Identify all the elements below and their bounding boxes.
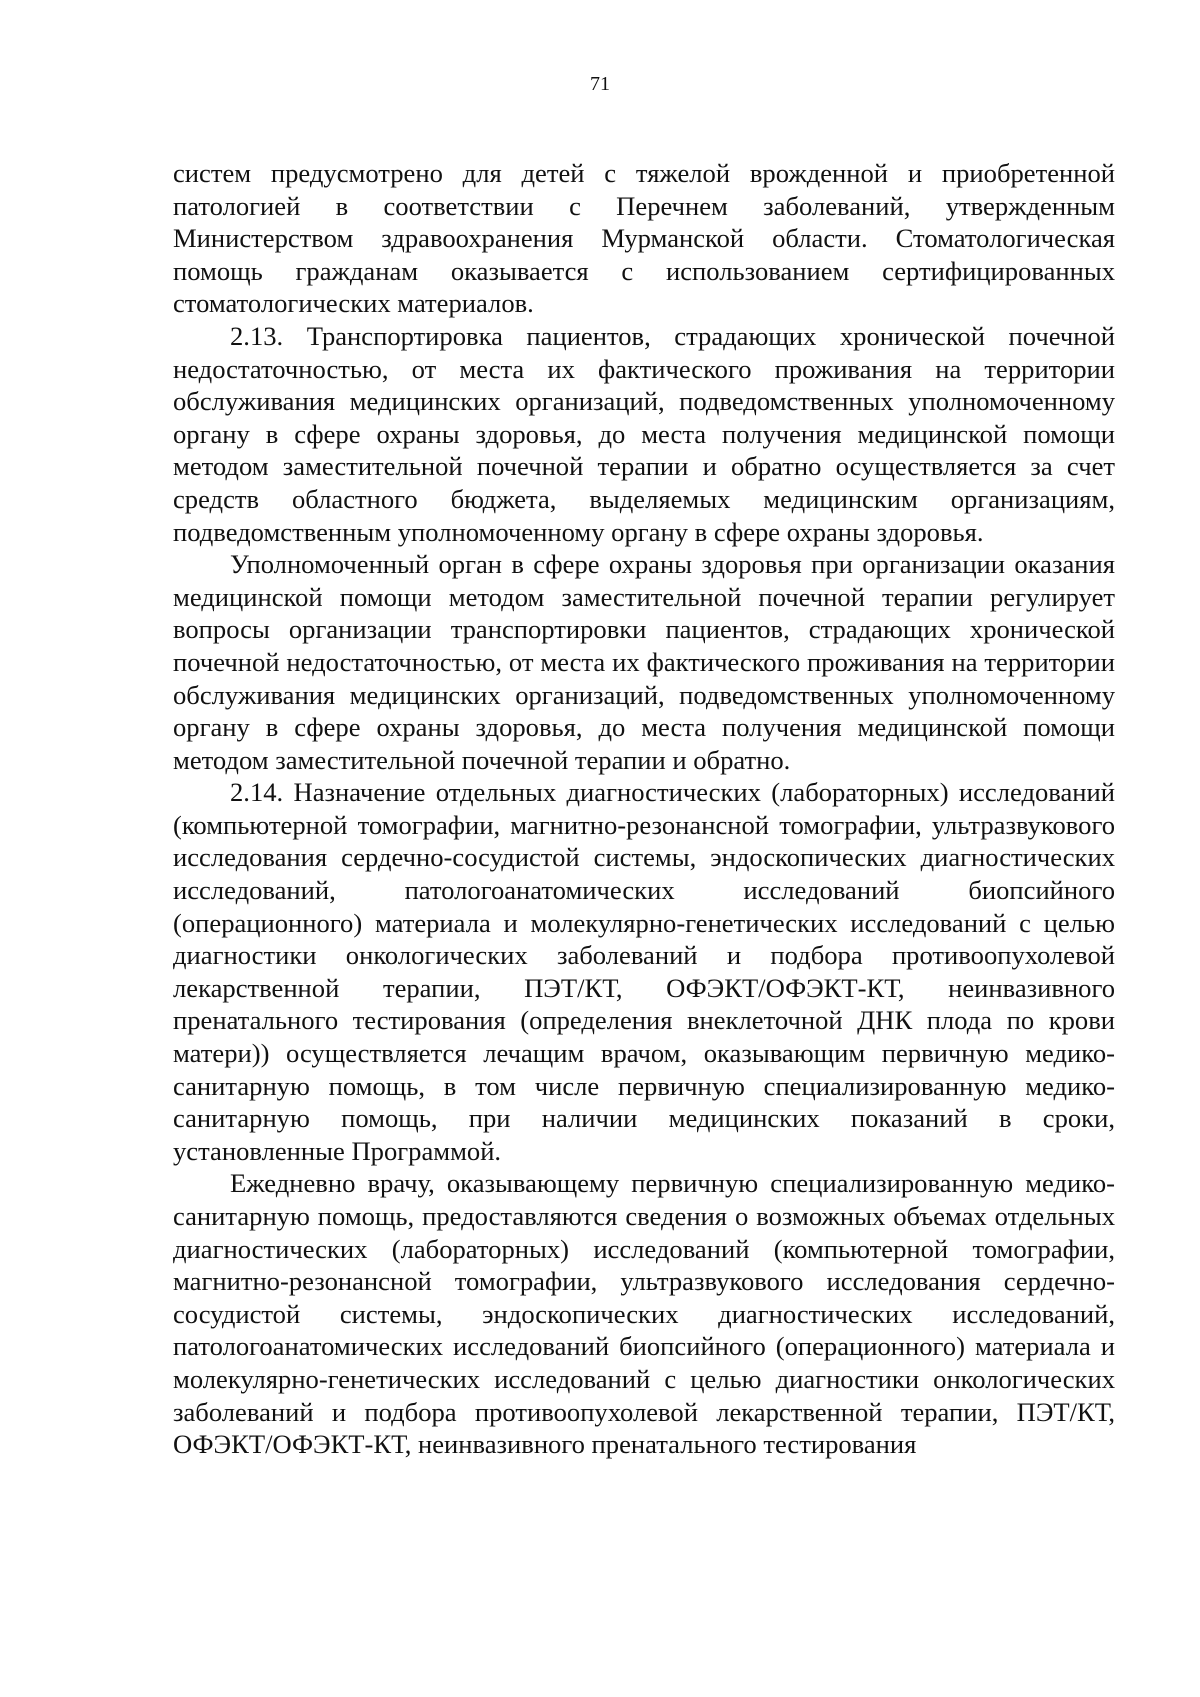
paragraph-daily-info: Ежедневно врачу, оказывающему первичную специализированную медико-санитарную помощь, предоставляются сведения о возможных объемах отдельных диагностических (лабораторных) исследований (компьютерной томографии, магнитно-резонансной томографии, ультразвукового исследования сердечно-сосудистой системы, эндоскопических диагностических исследований, патологоанатомических исследований биопсийного (операционного) материала и молекулярно-генетических исследований с целью диагностики онкологических заболеваний и подбора противоопухолевой лекарственной терапии, ПЭТ/КТ, ОФЭКТ/ОФЭКТ-КТ, неинвазивного пренатального тестирования (173, 1168, 1115, 1460)
page-number: 71 (590, 73, 610, 95)
paragraph-2-13: 2.13. Транспортировка пациентов, страдающих хронической почечной недостаточностью, от места их фактического проживания на территории обслуживания медицинских организаций, подведомственных уполномоченному органу в сфере охраны здоровья, до места получения медицинской помощи методом заместительной почечной терапии и обратно осуществляется за счет средств областного бюджета, выделяемых медицинским организациям, подведомственным уполномоченному органу в сфере охраны здоровья. (173, 320, 1115, 547)
document-body (173, 157, 1115, 1461)
paragraph-transport-regulation: Уполномоченный орган в сфере охраны здоровья при организации оказания медицинской помощи методом заместительной почечной терапии регулирует вопросы организации транспортировки пациентов, страдающих хронической почечной недостаточностью, от места их фактического проживания на территории обслуживания медицинских организаций, подведомственных уполномоченному органу в сфере охраны здоровья, до места получения медицинской помощи методом заместительной почечной терапии и обратно. (173, 549, 1115, 775)
paragraph-continuation: систем предусмотрено для детей с тяжелой врожденной и приобретенной патологией в соответствии с Перечнем заболеваний, утвержденным Министерством здравоохранения Мурманской области. Стоматологическая помощь гражданам оказывается с использованием сертифицированных стоматологических материалов. (173, 158, 1115, 319)
paragraph-2-14: 2.14. Назначение отдельных диагностических (лабораторных) исследований (компьютерной томографии, магнитно-резонансной томографии, ультразвукового исследования сердечно-сосудистой системы, эндоскопических диагностических исследований, патологоанатомических исследований биопсийного (операционного) материала и молекулярно-генетических исследований с целью диагностики онкологических заболеваний и подбора противоопухолевой лекарственной терапии, ПЭТ/КТ, ОФЭКТ/ОФЭКТ-КТ, неинвазивного пренатального тестирования (определения внеклеточной ДНК плода по крови матери)) осуществляется лечащим врачом, оказывающим первичную медико-санитарную помощь, в том числе первичную специализированную медико-санитарную помощь, при наличии медицинских показаний в сроки, установленные Программой. (173, 777, 1115, 1166)
